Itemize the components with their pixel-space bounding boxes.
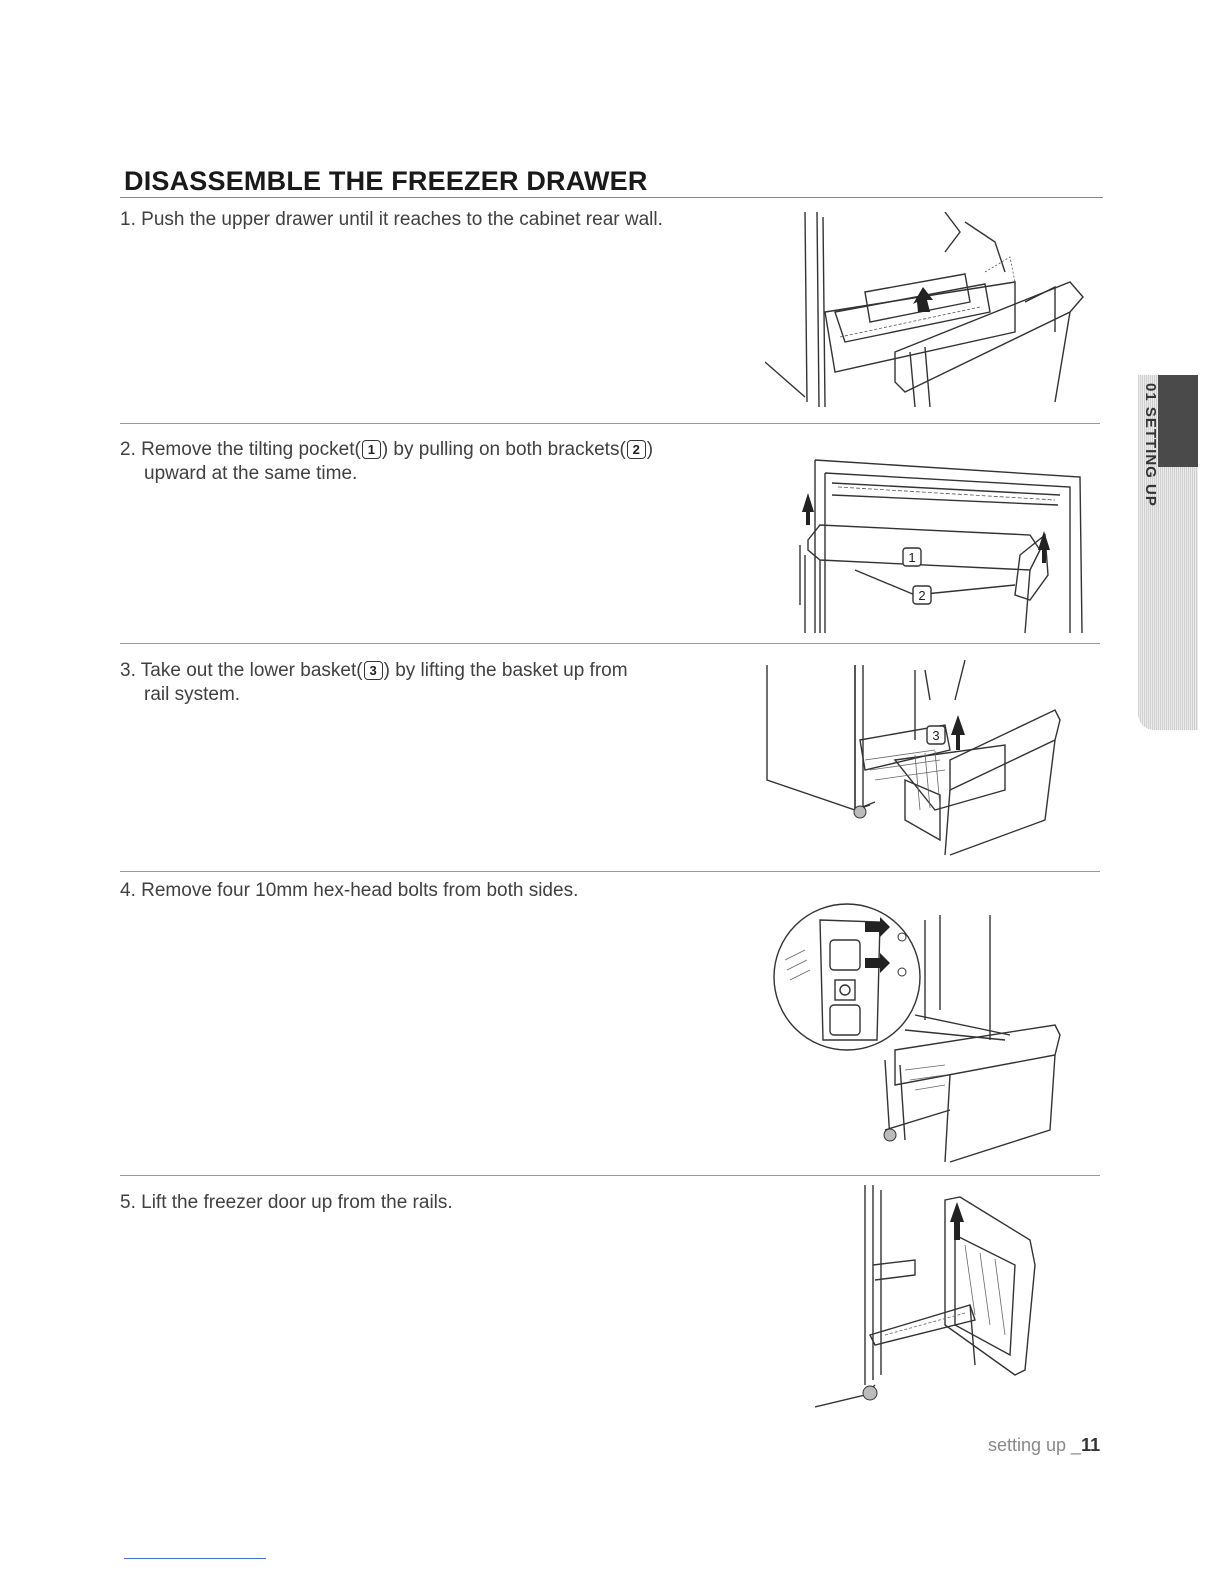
- step-2: [120, 438, 730, 486]
- callout-3: 3: [932, 728, 940, 743]
- chapter-tab-marker: [1158, 375, 1198, 467]
- label-badge-3: 3: [364, 661, 383, 680]
- footer-section: setting up _: [988, 1435, 1082, 1455]
- step-2-continuation: upward at the same time.: [144, 463, 358, 484]
- title-rule: [120, 197, 1103, 198]
- page-footer: [988, 1435, 1100, 1456]
- step-2-text-b: ) by pulling on both brackets(: [381, 439, 626, 460]
- step-3-continuation: rail system.: [144, 684, 241, 705]
- chapter-tab-label: 01 SETTING UP: [1142, 383, 1159, 507]
- figure-hex-bolts: [765, 900, 1070, 1165]
- step-3: [120, 659, 730, 707]
- step-1-number: 1.: [120, 209, 136, 230]
- separator: [120, 1175, 1100, 1176]
- step-3-number: 3.: [120, 660, 136, 681]
- step-4-number: 4.: [120, 880, 136, 901]
- step-5-text: Lift the freezer door up from the rails.: [141, 1192, 453, 1213]
- figure-freezer-door: [815, 1185, 1040, 1410]
- step-3-text-a: Take out the lower basket(: [140, 660, 363, 681]
- step-4-text: Remove four 10mm hex-head bolts from both sides.: [141, 880, 579, 901]
- figure-tilting-pocket: [790, 455, 1090, 635]
- step-4: [120, 879, 730, 903]
- step-1: [120, 208, 730, 232]
- separator: [120, 871, 1100, 872]
- separator: [120, 643, 1100, 644]
- figure-push-drawer: [765, 212, 1095, 410]
- label-badge-2: 2: [627, 440, 646, 459]
- separator: [120, 423, 1100, 424]
- chapter-tab: [1138, 375, 1198, 730]
- bottom-rule: [124, 1558, 266, 1559]
- step-5-number: 5.: [120, 1192, 136, 1213]
- callout-1: 1: [908, 550, 916, 565]
- step-1-text: Push the upper drawer until it reaches to the cabinet rear wall.: [141, 209, 663, 230]
- callout-2: 2: [918, 588, 926, 603]
- step-3-text-b: ) by lifting the basket up from: [383, 660, 628, 681]
- label-badge-1: 1: [362, 440, 381, 459]
- step-2-text-c: ): [646, 439, 654, 460]
- page-number: 11: [1081, 1435, 1101, 1455]
- step-5: [120, 1191, 730, 1215]
- page-title: DISASSEMBLE THE FREEZER DRAWER: [124, 166, 648, 196]
- step-2-number: 2.: [120, 439, 136, 460]
- step-2-text-a: Remove the tilting pocket(: [141, 439, 361, 460]
- figure-lower-basket: [765, 660, 1065, 860]
